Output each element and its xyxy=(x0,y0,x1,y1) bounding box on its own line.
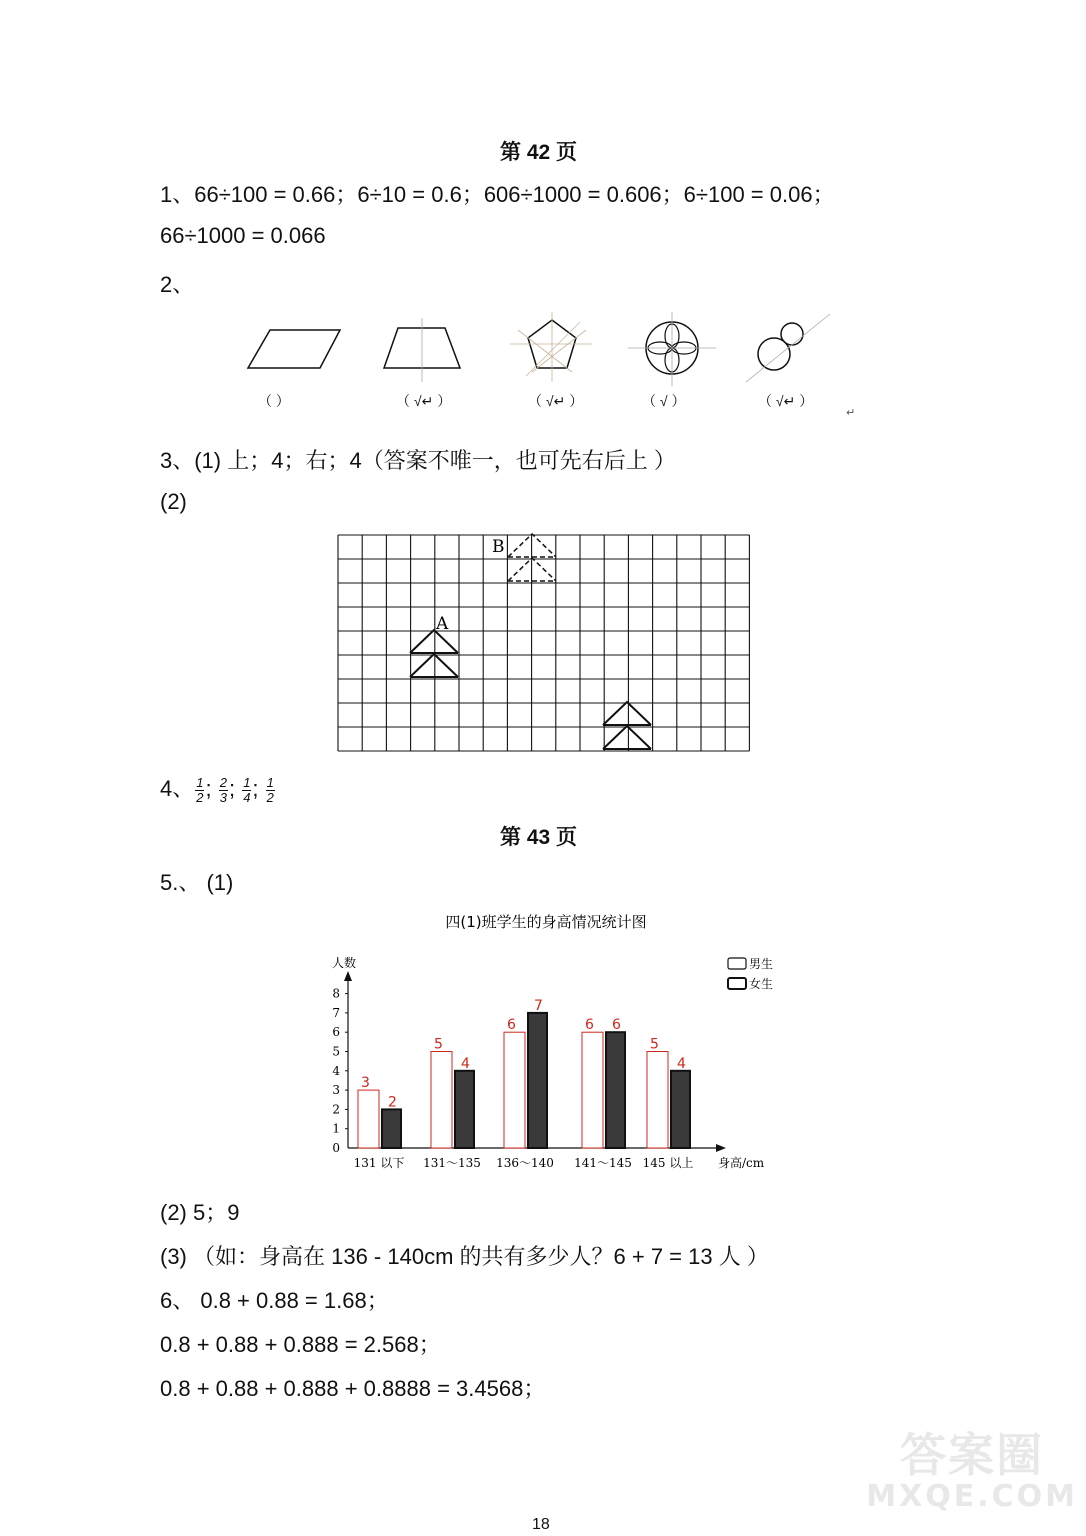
x-tick-label: 136～140 xyxy=(496,1156,554,1170)
legend-swatch-girls xyxy=(728,978,746,989)
q5-label: 5.、 (1) xyxy=(160,870,234,895)
page-43-title: 第 43 页 xyxy=(500,826,578,849)
x-tick-label: 145 以上 xyxy=(642,1156,694,1170)
q3-part1: 3、(1) 上；4；右；4（答案不唯一，也可先右后上 ） xyxy=(160,448,676,473)
y-tick-label: 0 xyxy=(332,1141,340,1155)
bar-value-label: 4 xyxy=(461,1055,470,1072)
x-tick-label: 131～135 xyxy=(423,1156,481,1170)
symmetry-shapes xyxy=(230,310,870,390)
bar-value-label: 2 xyxy=(388,1094,397,1111)
q2-mark-3: （ √↵ ） xyxy=(528,393,584,409)
bar-value-label: 5 xyxy=(650,1036,659,1053)
q2-mark-2: （ √↵ ） xyxy=(396,393,452,409)
bar-value-label: 6 xyxy=(507,1017,516,1034)
q2-trailing-mark: ↵ xyxy=(846,407,856,419)
bar-value-label: 6 xyxy=(585,1017,594,1034)
bar-boys xyxy=(647,1052,668,1149)
q5-part3: (3) （如：身高在 136 - 140cm 的共有多少人？6 + 7 = 13 人 ） xyxy=(160,1244,769,1269)
bar-boys xyxy=(431,1052,452,1149)
y-tick-label: 3 xyxy=(332,1083,340,1098)
bar-girls xyxy=(528,1013,547,1148)
x-axis-arrow xyxy=(716,1144,726,1152)
y-tick-label: 4 xyxy=(332,1063,340,1078)
q4-line: 4、 $\frac{1}{2}$ ; $\frac{2}{3}$ ; $\frac{1}{4}$ ; $\frac{1}{2}$ xyxy=(160,774,274,805)
watermark xyxy=(866,1419,1078,1514)
bar-girls xyxy=(455,1071,474,1148)
shape-a xyxy=(410,630,458,677)
bar-girls xyxy=(671,1071,690,1148)
watermark-line2: MXQE.COM xyxy=(866,1479,1078,1514)
bar-value-label: 7 xyxy=(534,997,543,1014)
legend-label-boys: 男生 xyxy=(749,957,774,971)
shape-b-label: B xyxy=(492,537,505,557)
legend-label-girls: 女生 xyxy=(749,977,774,991)
q1-line1: 1、66÷100 = 0.66；6÷10 = 0.6；606÷1000 = 0.606；6÷100 = 0.06； xyxy=(160,182,835,207)
y-tick-label: 5 xyxy=(332,1044,340,1059)
q4-frac-2: $\frac{2}{3}$ xyxy=(219,774,227,805)
circle-petals-shape xyxy=(628,312,716,386)
q2-label: 2、 xyxy=(160,272,195,297)
shape-c xyxy=(603,702,651,749)
x-tick-label: 131 以下 xyxy=(353,1156,405,1170)
parallelogram-shape xyxy=(248,330,340,368)
q2-mark-5: （ √↵ ） xyxy=(758,393,814,409)
y-tick-label: 7 xyxy=(332,1005,340,1020)
pentagon-shape xyxy=(510,312,592,382)
shape-a-label: A xyxy=(436,614,449,634)
y-axis-arrow xyxy=(344,971,352,981)
bar-value-label: 6 xyxy=(612,1017,621,1034)
q4-frac-3: $\frac{1}{4}$ xyxy=(243,774,251,805)
y-tick-label: 1 xyxy=(332,1121,340,1136)
bar-value-label: 5 xyxy=(434,1036,443,1053)
legend-swatch-boys xyxy=(728,958,746,969)
bar-boys xyxy=(582,1032,603,1148)
q2-mark-4: （ √ ） xyxy=(642,393,686,409)
q6-line3: 0.8 + 0.88 + 0.888 + 0.8888 = 3.4568； xyxy=(160,1376,546,1401)
y-axis-label: 人数 xyxy=(332,956,357,970)
q1-line2: 66÷1000 = 0.066 xyxy=(160,223,326,248)
chart-legend xyxy=(728,956,773,991)
q6-line2: 0.8 + 0.88 + 0.888 = 2.568； xyxy=(160,1332,441,1357)
page-42-title: 第 42 页 xyxy=(500,141,578,164)
x-tick-label: 141～145 xyxy=(574,1156,632,1170)
bar-boys xyxy=(504,1032,525,1148)
y-tick-label: 6 xyxy=(332,1025,340,1040)
q6-line1: 6、 0.8 + 0.88 = 1.68； xyxy=(160,1288,389,1313)
q3-part2: (2) xyxy=(160,489,187,514)
two-circles-shape xyxy=(746,314,830,382)
y-tick-label: 8 xyxy=(332,986,340,1001)
bar-girls xyxy=(606,1032,625,1148)
q4-frac-4: $\frac{1}{2}$ xyxy=(266,774,274,805)
bar-value-label: 4 xyxy=(677,1055,686,1072)
bar-value-label: 3 xyxy=(361,1075,370,1092)
q4-frac-1: $\frac{1}{2}$ xyxy=(196,774,204,805)
height-bar-chart xyxy=(300,905,800,1180)
x-axis-label: 身高/cm xyxy=(718,1156,765,1170)
q5-part2: (2) 5；9 xyxy=(160,1200,240,1225)
trapezoid-shape xyxy=(384,318,460,382)
page-number: 18 xyxy=(532,1516,550,1533)
translation-grid xyxy=(336,533,752,753)
chart-title: 四(1)班学生的身高情况统计图 xyxy=(445,913,647,931)
bar-boys xyxy=(358,1090,379,1148)
bar-girls xyxy=(382,1109,401,1148)
q2-mark-1: （ ） xyxy=(258,393,290,409)
y-tick-label: 2 xyxy=(332,1102,340,1117)
watermark-line1: 答案圈 xyxy=(900,1428,1045,1482)
q4-label: 4、 xyxy=(160,776,195,801)
